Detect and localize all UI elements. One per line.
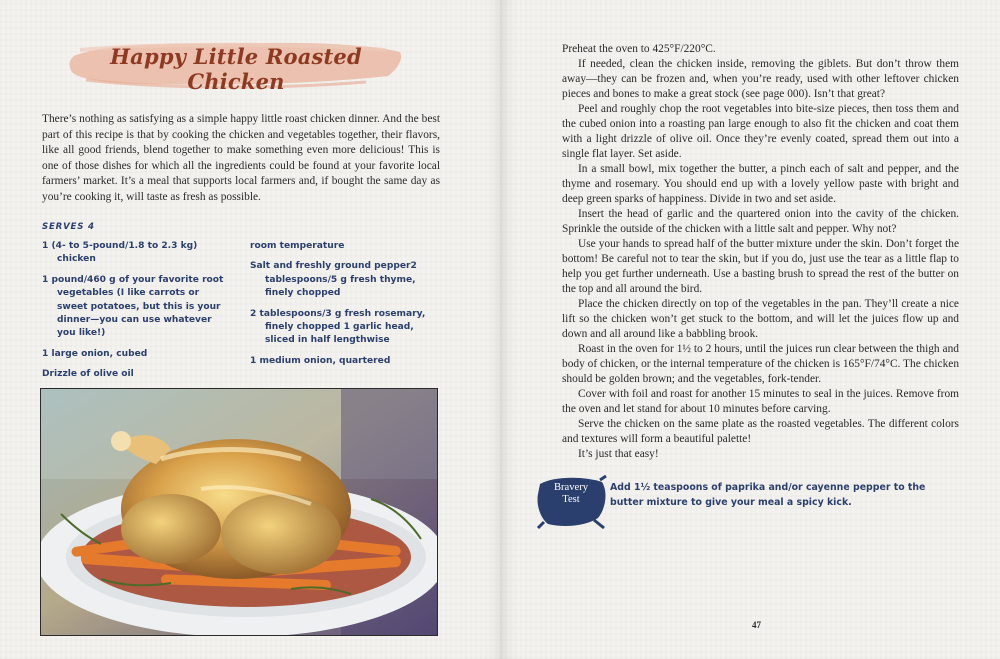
tip-label-line2: Test (562, 494, 580, 505)
ingredient-item: room temperature (250, 241, 345, 251)
step-paragraph: Preheat the oven to 425°F/220°C. (562, 43, 716, 55)
step-paragraph: Roast in the oven for 1½ to 2 hours, until the juices run clear between the thigh and body of chicken, or the internal temperature of the chicken is 165°F/74°C. The chicken should be golden brown; and the vegetables, fork-tender. (562, 343, 960, 385)
ingredient-item: 1 medium onion, quartered (250, 355, 391, 366)
step-paragraph: Peel and roughly chop the root vegetables into bite-size pieces, then toss them and the cubed onion into a roasting pan large enough to also fit the chicken and coat them with a light drizzle of olive oil. Once they’re evenly coated, spread them out into a single flat layer. Set aside. (562, 103, 959, 160)
step-paragraph: If needed, clean the chicken inside, removing the giblets. But don’t throw them away—they can be frozen and, when you’re ready, used with other leftover chicken pieces and bones to make a great stock (see page 000). Isn’t that great? (562, 58, 959, 100)
roast-chicken-painting-icon (41, 389, 437, 635)
ingredient-item: 1 pound/460 g of your favorite root vegetables (I like carrots or sweet potatoes, but this is your dinner—you can use whatever you like!) (42, 274, 224, 339)
ingredients-column-2 (250, 240, 440, 375)
recipe-title: Happy Little Roasted Chicken (110, 44, 362, 94)
bravery-test-tip (534, 474, 954, 534)
chicken-painting (40, 388, 438, 636)
recipe-intro: There’s nothing as satisfying as a simple happy little roast chicken dinner. And the best part of this recipe is that by cooking the chicken and vegetables together, their flavors, like all good friends, blend together to make something even more delicious! This is one of those dishes for which all the ingredients could be found at your favorite local farmers’ market. It’s a meal that supports local farmers and, if bought the same day as you’re cooking it, will taste as fresh as possible. (42, 113, 440, 203)
step-paragraph: Cover with foil and roast for another 15 minutes to seal in the juices. Remove from the oven and let stand for about 10 minutes before carving. (562, 388, 959, 415)
title-area (66, 30, 406, 96)
serves-label: SERVES 4 (42, 222, 95, 232)
step-paragraph: It’s just that easy! (578, 448, 659, 460)
step-paragraph: Serve the chicken on the same plate as the roasted vegetables. The different colors and textures will form a beautiful palette! (562, 418, 959, 445)
step-paragraph: Place the chicken directly on top of the vegetables in the pan. They’ll create a nice lift so the chicken won’t get stuck to the bottom, and will let the juices flow up and down and all around like a babbling brook. (562, 298, 959, 340)
ingredient-item: 2 tablespoons/3 g fresh rosemary, finely chopped 1 garlic head, sliced in half lengthwise (250, 308, 426, 346)
step-paragraph: In a small bowl, mix together the butter, a pinch each of salt and pepper, and the thyme and rosemary. You should end up with a lovely yellow paste with bright and deep green sparks of happiness. Divide in two and set aside. (562, 163, 959, 205)
tip-text: Add 1½ teaspoons of paprika and/or cayenne pepper to the butter mixture to give your meal a spicy kick. (610, 482, 926, 508)
recipe-steps (562, 42, 959, 462)
ingredient-item: Salt and freshly ground pepper2 tablespoons/5 g fresh thyme, finely chopped (250, 261, 417, 299)
ingredient-item: 1 large onion, cubed (42, 348, 148, 359)
right-page (500, 0, 1000, 659)
step-paragraph: Insert the head of garlic and the quartered onion into the cavity of the chicken. Sprinkle the outside of the chicken with a little salt and pepper. Why not? (562, 208, 959, 235)
ingredient-item: Drizzle of olive oil (42, 369, 134, 380)
page-number: 47 (752, 620, 761, 630)
ingredient-item: 1 (4- to 5-pound/1.8 to 2.3 kg) chicken (42, 241, 198, 265)
step-paragraph: Use your hands to spread half of the butter mixture under the skin. Don’t forget the bottom! Be careful not to tear the skin, but if you do, just use the tear as a little flap to help you get further underneath. Use a basting brush to spread the rest of the butter on the top and all around the bird. (562, 238, 959, 295)
tip-label-line1: Bravery (553, 482, 589, 493)
tip-label (534, 482, 608, 506)
